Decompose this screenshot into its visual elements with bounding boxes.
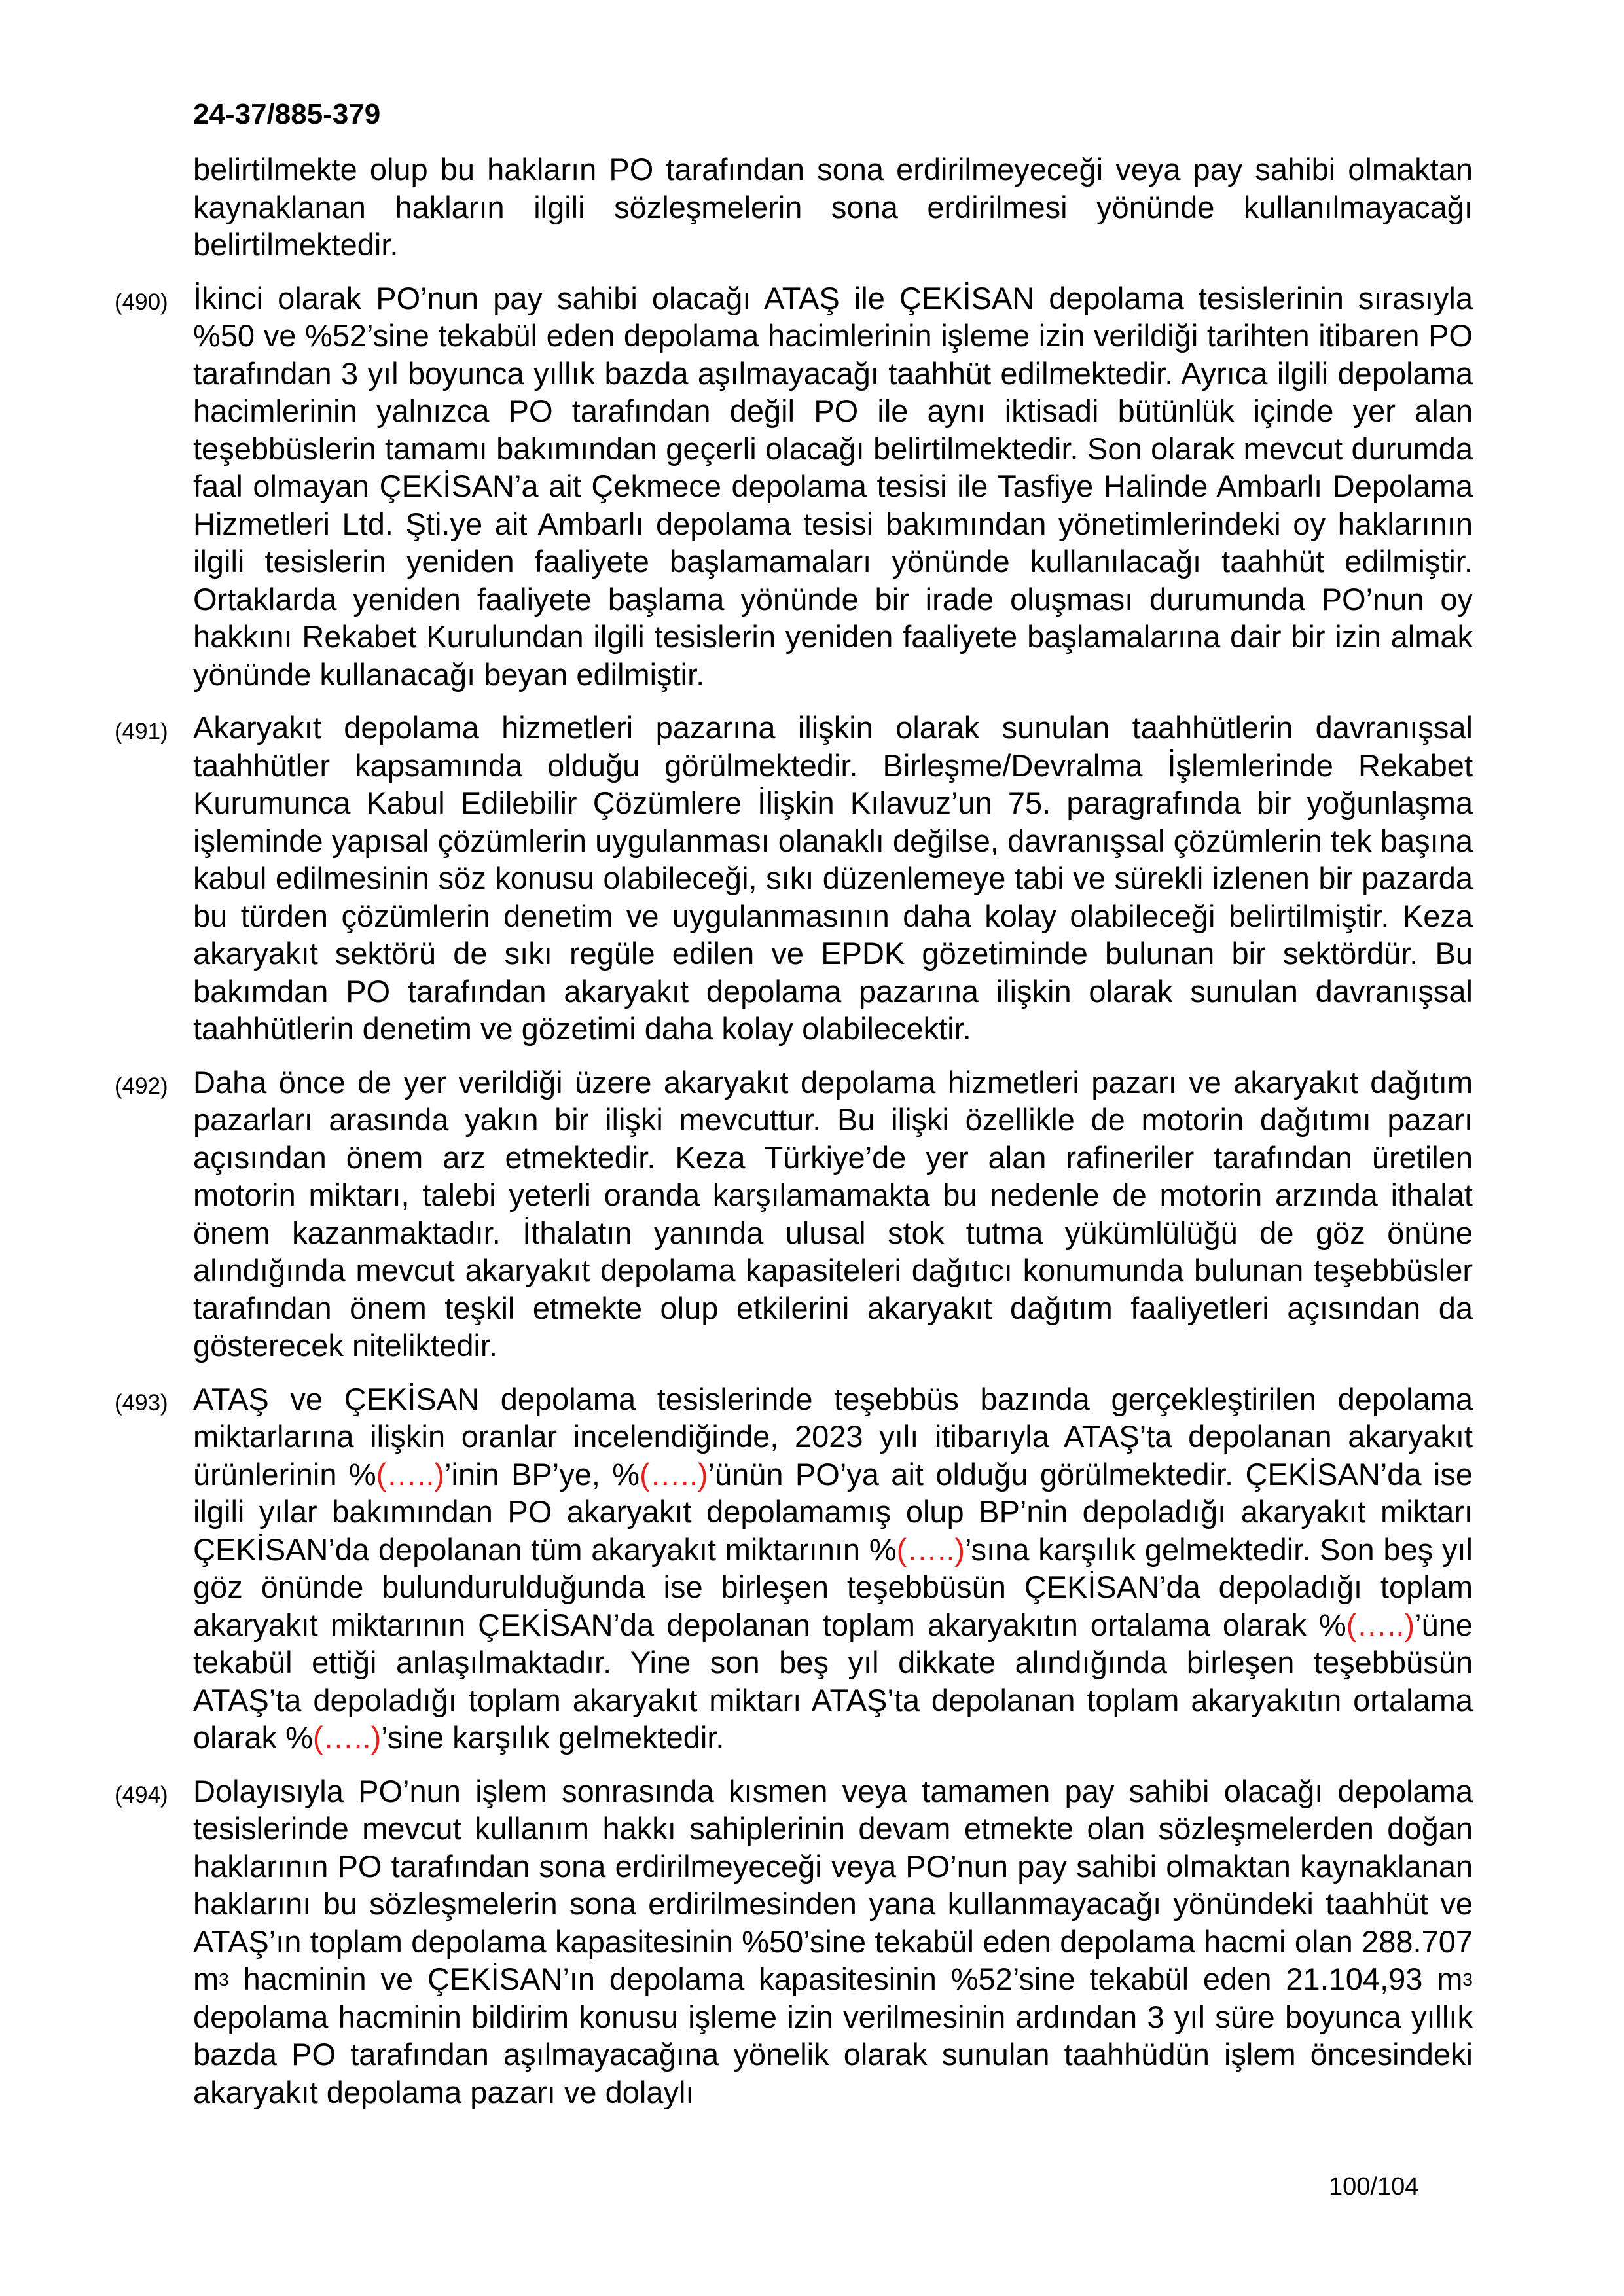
page-number: 100/104: [1329, 2173, 1419, 2200]
redacted-value: (…..): [1346, 1607, 1415, 1642]
redacted-value: (…..): [312, 1720, 382, 1755]
text-segment: ’sine karşılık gelmektedir.: [381, 1720, 725, 1755]
redacted-value: (…..): [896, 1532, 965, 1567]
text-segment: hacminin ve ÇEKİSAN’ın depolama kapasitesinin %52’sine tekabül eden 21.104,93 m: [228, 1962, 1463, 1996]
paragraph-number: (491): [115, 719, 168, 744]
superscript: 3: [1462, 1969, 1473, 1990]
paragraph-text: [193, 1774, 1473, 2109]
paragraph-text: [193, 1382, 1473, 1755]
paragraph: [115, 709, 1473, 1048]
paragraph-number: (493): [115, 1390, 168, 1416]
text-segment: ATAŞ ve ÇEKİSAN depolama tesislerinde teşebbüs bazında gerçekleştirilen depolama miktarlarına ilişkin oranlar incelendiğinde, 2023 yılı itibarıyla ATAŞ’ta depolanan akaryakıt ürünlerinin %: [193, 1381, 1473, 1492]
paragraph-text: [193, 281, 1473, 692]
text-segment: ’sına karşılık gelmektedir. Son beş yıl göz önünde bulundurulduğunda ise birleşen teşebbüsün ÇEKİSAN’da depoladığı toplam akaryakıt miktarının ÇEKİSAN’da depolanan toplam akaryakıtın ortalama olarak %: [193, 1532, 1473, 1642]
text-segment: Dolayısıyla PO’nun işlem sonrasında kısmen veya tamamen pay sahibi olacağı depolama tesislerinde mevcut kullanım hakkı sahiplerinin devam etmekte olan sözleşmelerden doğan haklarının PO tarafından sona erdirilmeyeceği veya PO’nun pay sahibi olmaktan kaynaklanan haklarını bu sözleşmelerin sona erdirilmesinden yana kullanmayacağı yönündeki taahhüt ve ATAŞ’ın toplam depolama kapasitesinin %50’sine tekabül eden depolama hacmi olan 288.707 m: [193, 1773, 1473, 1996]
redacted-value: (…..): [376, 1456, 445, 1492]
paragraph-text: [193, 1065, 1473, 1363]
superscript: 3: [219, 1969, 229, 1990]
text-segment: Daha önce de yer verildiği üzere akaryakıt depolama hizmetleri pazarı ve akaryakıt dağıtım pazarları arasında yakın bir ilişki mevcuttur. Bu ilişki özellikle de motorin dağıtımı pazarı açısından önem arz etmektedir. Keza Türkiye’de yer alan rafineriler tarafından üretilen motorin miktarı, talebi yeterli oranda karşılamamakta bu nedenle de motorin arzında ithalat önem kazanmaktadır. İthalatın yanında ulusal stok tutma yükümlülüğü de göz önüne alındığında mevcut akaryakıt depolama kapasiteleri dağıtıcı konumunda bulunan teşebbüsler tarafından önem teşkil etmekte olup etkilerini akaryakıt dağıtım faaliyetleri açısından da gösterecek niteliktedir.: [193, 1064, 1473, 1363]
paragraph-number: (490): [115, 289, 168, 315]
paragraph-number: (492): [115, 1073, 168, 1099]
text-segment: ’üne tekabül ettiği anlaşılmaktadır. Yine son beş yıl dikkate alındığında birleşen teşebbüsün ATAŞ’ta depoladığı toplam akaryakıt miktarı ATAŞ’ta depolanan toplam akaryakıtın ortalama olarak %: [193, 1607, 1473, 1755]
text-segment: ’ünün PO’ya ait olduğu görülmektedir. ÇEKİSAN’da ise ilgili yılar bakımından PO akaryakıt depolamamış olup BP’nin depoladığı akaryakıt miktarı ÇEKİSAN’da depolanan tüm akaryakıt miktarının %: [193, 1456, 1473, 1567]
text-segment: ’inin BP’ye, %: [444, 1456, 640, 1492]
paragraph-text: [193, 152, 1473, 262]
text-segment: belirtilmekte olup bu hakların PO tarafından sona erdirilmeyeceği veya pay sahibi olmaktan kaynaklanan hakların ilgili sözleşmelerin sona erdirilmesi yönünde kullanılmayacağı belirtilmektedir.: [193, 152, 1473, 262]
text-segment: depolama hacminin bildirim konusu işleme izin verilmesinin ardından 3 yıl süre boyunca yıllık bazda PO tarafından aşılmayacağına yönelik olarak sunulan taahhüdün işlem öncesindeki akaryakıt depolama pazarı ve dolaylı: [193, 1999, 1473, 2109]
document-number: 24-37/885-379: [193, 98, 381, 130]
redacted-value: (…..): [640, 1456, 708, 1492]
text-segment: Akaryakıt depolama hizmetleri pazarına ilişkin olarak sunulan taahhütlerin davranışsal taahhütler kapsamında olduğu görülmektedir. Birleşme/Devralma İşlemlerinde Rekabet Kurumunca Kabul Edilebilir Çözümlere İlişkin Kılavuz’un 75. paragrafında bir yoğunlaşma işleminde yapısal çözümlerin uygulanması olanaklı değilse, davranışsal çözümlerin tek başına kabul edilmesinin söz konusu olabileceği, sıkı düzenlemeye tabi ve sürekli izlenen bir pazarda bu türden çözümlerin denetim ve uygulanmasının daha kolay olabileceği belirtilmiştir. Keza akaryakıt sektörü de sıkı regüle edilen ve EPDK gözetiminde bulunan bir sektördür. Bu bakımdan PO tarafından akaryakıt depolama pazarına ilişkin olarak sunulan davranışsal taahhütlerin denetim ve gözetimi daha kolay olabilecektir.: [193, 710, 1473, 1046]
paragraph: [115, 151, 1473, 264]
text-segment: İkinci olarak PO’nun pay sahibi olacağı ATAŞ ile ÇEKİSAN depolama tesislerinin sırasıyla %50 ve %52’sine tekabül eden depolama hacimlerinin işleme izin verildiği tarihten itibaren PO tarafından 3 yıl boyunca yıllık bazda aşılmayacağı taahhüt edilmektedir. Ayrıca ilgili depolama hacimlerinin yalnızca PO tarafından değil PO ile aynı iktisadi bütünlük içinde yer alan teşebbüslerin tamamı bakımından geçerli olacağı belirtilmektedir. Son olarak mevcut durumda faal olmayan ÇEKİSAN’a ait Çekmece depolama tesisi ile Tasfiye Halinde Ambarlı Depolama Hizmetleri Ltd. Şti.ye ait Ambarlı depolama tesisi bakımından yönetimlerindeki oy haklarının ilgili tesislerin yeniden faaliyete başlamamaları yönünde kullanılacağı taahhüt edilmiştir. Ortaklarda yeniden faaliyete başlama yönünde bir irade oluşması durumunda PO’nun oy hakkını Rekabet Kurulundan ilgili tesislerin yeniden faaliyete başlamalarına dair bir izin almak yönünde kullanacağı beyan edilmiştir.: [193, 280, 1473, 692]
paragraph: [115, 1380, 1473, 1757]
document-body: [115, 151, 1473, 2126]
paragraph: [115, 1064, 1473, 1365]
paragraph: [115, 279, 1473, 694]
paragraph-number: (494): [115, 1782, 168, 1808]
paragraph-text: [193, 710, 1473, 1046]
paragraph: [115, 1772, 1473, 2111]
